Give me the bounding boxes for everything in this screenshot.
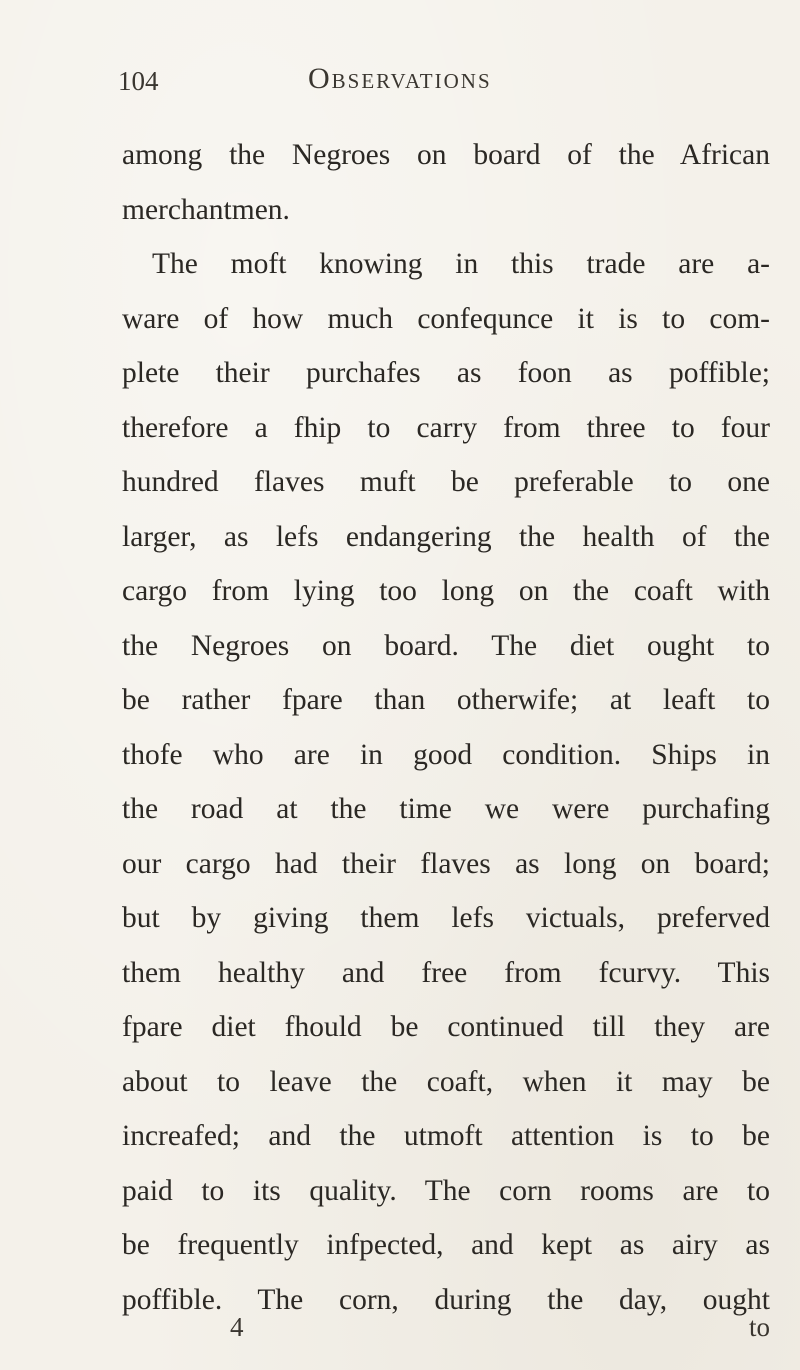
text-line: plete their purchafes as foon as poffible; [122, 357, 770, 389]
text-line: the Negroes on board. The diet ought to [122, 629, 770, 662]
text-line: but by giving them lefs victuals, preferved [122, 902, 770, 934]
text-line: them healthy and free from fcurvy. This [122, 956, 770, 989]
text-line: thofe who are in good condition. Ships in [122, 738, 770, 771]
text-line: the road at the time we were purchafing [122, 793, 770, 825]
page-number: 104 [118, 66, 159, 96]
text-line: be frequently infpected, and kept as airy as [122, 1229, 770, 1261]
text-line: poffible. The corn, during the day, ought [122, 1283, 770, 1316]
signature-mark: 4 [230, 1312, 244, 1342]
text-line: increafed; and the utmoft attention is to be [122, 1120, 770, 1152]
text-line: paid to its quality. The corn rooms are to [122, 1174, 770, 1207]
page-footer [122, 1312, 770, 1352]
catchword: to [748, 1312, 770, 1342]
text-line: larger, as lefs endangering the health of the [122, 520, 770, 553]
text-line: fpare diet fhould be continued till they are [122, 1011, 770, 1043]
running-head [118, 62, 718, 102]
text-line: about to leave the coaft, when it may be [122, 1065, 770, 1098]
text-line: merchantmen. [122, 193, 290, 226]
text-line: The moft knowing in this trade are a- [152, 248, 770, 280]
text-line: our cargo had their flaves as long on board; [122, 847, 770, 880]
text-line: be rather fpare than otherwife; at leaft to [122, 684, 770, 716]
text-line: cargo from lying too long on the coaft with [122, 575, 770, 607]
running-title: Observations [308, 62, 492, 95]
body-text [122, 128, 770, 1327]
text-line: among the Negroes on board of the African [122, 139, 770, 171]
text-line: therefore a fhip to carry from three to four [122, 411, 770, 444]
text-line: ware of how much confequnce it is to com- [122, 302, 770, 335]
text-line: hundred flaves muft be preferable to one [122, 466, 770, 498]
